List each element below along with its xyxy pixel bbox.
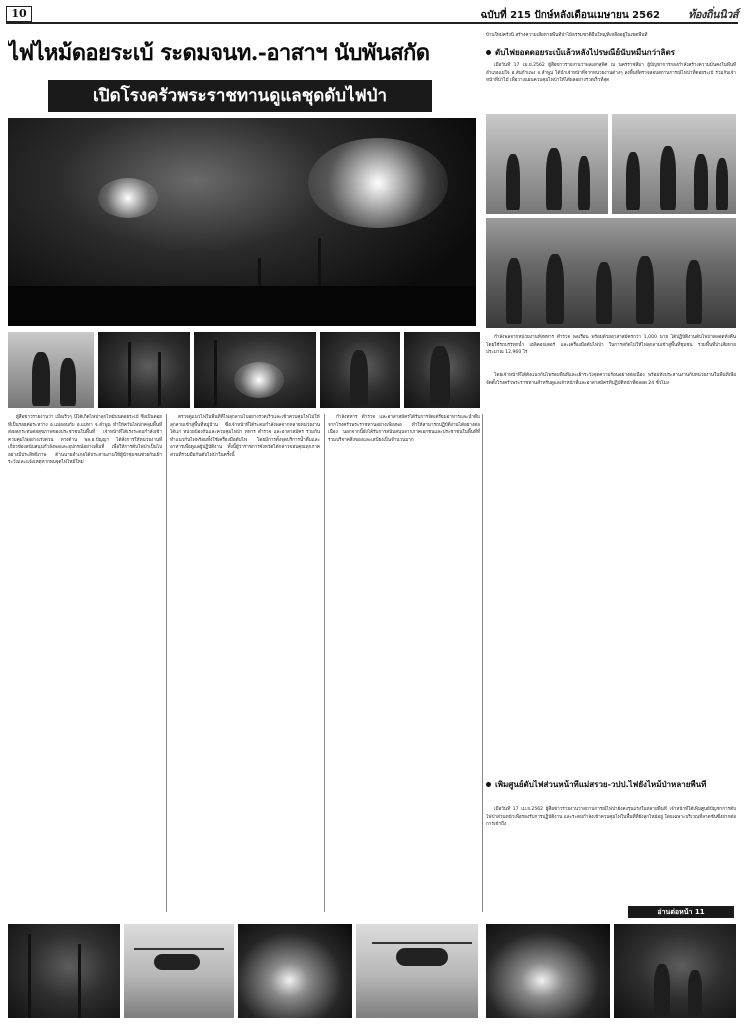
paragraph: โดยเจ้าหน้าที่ได้ตั้งแนวกันไฟรอบพื้นที่และเฝ้าระวังจุดความร้อนอย่างต่อเนื่อง พร้อมทั้งประสานงานกับหน่วยงานในพื้นที่เพื่อจัดตั้งโรงครัวพระราชทานสำหรับดูแลเจ้าหน้าที่และอาสาสมัครที่ปฏิบัติหน้าที่ตลอด 24 ชั่วโมง bbox=[486, 373, 736, 386]
section2-body bbox=[486, 806, 736, 902]
section2-title: เพิ่มศูนย์ดับไฟส่วนหน้าที่แม่สรวย-วปป.ไฟยังไหม้ป่าหลายพื้นที่ bbox=[495, 780, 707, 789]
photo-helicopter-1 bbox=[124, 924, 234, 1018]
section1-body-2 bbox=[486, 334, 736, 364]
newspaper-logo: ท้องถิ่นนิวส์ bbox=[688, 8, 738, 21]
photo-crew-1 bbox=[8, 332, 94, 408]
intro-line: บ้านใหม่ครั้งนี้ สร้างความเสียหายพื้นที่ป่าไม้ธรรมชาติผืนใหญ่ที่เหลืออยู่ในเขตพื้นที่ bbox=[486, 33, 648, 38]
column-divider bbox=[482, 414, 483, 912]
section1-body bbox=[486, 62, 736, 110]
issue-line: ฉบับที่ 215 ปักษ์หลังเดือนเมษายน 2562 bbox=[480, 10, 660, 21]
body-column-mid-right bbox=[328, 414, 480, 912]
intro-text bbox=[486, 32, 736, 40]
section1-title: ดับไฟยอดดอยระเบ้แล้วหลังไปรษณีย์นับหมื่นกว่าลิตร bbox=[495, 48, 675, 57]
continue-tag: อ่านต่อหน้า 11 bbox=[628, 906, 734, 918]
column-divider bbox=[166, 414, 167, 912]
photo-officials-1 bbox=[486, 114, 608, 214]
paragraph: ตรวจดูแนวไฟในพื้นที่ที่ไฟลุกลามไปอย่างรวดเร็วและเข้าควบคุมไฟไม่ให้ลุกลามเข้าสู่พื้นที่หมู่บ้าน ซึ่งเจ้าหน้าที่ได้ระดมกำลังพลจากหลายหน่วยงาน ได้แก่ หน่วยป้องกันและควบคุมไฟป่า ทหาร ตำรวจ และอาสาสมัคร ร่วมกันทำแนวกันไฟพร้อมทั้งใช้เครื่องมือดับไฟ โดยมีการตั้งจุดบริการน้ำดื่มและอาหารเพื่อดูแลผู้ปฏิบัติงาน ทั้งนี้ผู้ว่าราชการจังหวัดได้กล่าวขอบคุณทุกภาคส่วนที่ร่วมมือกันดับไฟป่าในครั้งนี้ bbox=[170, 415, 320, 458]
section1-paragraph: เมื่อวันที่ 17 เม.ย.2562 ผู้สื่อข่าวรายงานว่าพลเอกสุพิศ ณ นครราชสีมา ผู้บัญชาการกองกำลังสร้างความมั่นคงในพื้นที่อำเภอแม่ใจ อ.สันกำแพง จ.ลำพูน ได้นำเจ้าหน้าที่จากหน่วยงานต่างๆ ลงพื้นที่ตรวจสอบสถานการณ์ไฟป่าที่ดอยระเบ้ ร่วมกับเจ้าหน้าที่ป่าไม้ เพื่อวางแผนควบคุมไฟป่าให้ได้ผลอย่างรวดเร็วที่สุด bbox=[486, 63, 736, 83]
photo-firefighter-1 bbox=[320, 332, 400, 408]
photo-fire-line bbox=[486, 924, 610, 1018]
headline: ไฟไหม้ดอยระเบ้ ระดมจนท.-อาสาฯ นับพันสกัด bbox=[8, 40, 430, 66]
subhead-banner: เปิดโรงครัวพระราชทานดูแลชุดดับไฟป่า bbox=[48, 80, 432, 112]
body-column-mid-left bbox=[170, 414, 320, 912]
paragraph: ผู้สื่อข่าวรายงานว่า เมื่อเร็วๆ นี้ได้เกิดไฟป่าลุกไหม้บนดอยระเบ้ ซึ่งเป็นดอยที่เป็นรอยต่อระหว่าง อ.แม่ออนกับ อ.แม่ทา จ.ลำพูน ทำให้ควันไฟปกคลุมพื้นที่ ส่งผลกระทบต่อสุขภาพของประชาชนในพื้นที่ เจ้าหน้าที่ได้เร่งระดมกำลังเข้าควบคุมไฟอย่างเร่งด่วน ทางด้าน พล.อ.ปัญญา ได้สั่งการให้หน่วยงานที่เกี่ยวข้องสนับสนุนกำลังพลและอุปกรณ์อย่างเต็มที่ เพื่อให้การดับไฟป่าเป็นไปอย่างมีประสิทธิภาพ ด้านนายอำเภอได้ประสานงานให้ผู้นำชุมชนช่วยกันเฝ้าระวังและแจ้งเหตุหากพบจุดไฟไหม้ใหม่ bbox=[8, 415, 162, 465]
section1-heading bbox=[486, 48, 736, 58]
photo-smoke-2 bbox=[194, 332, 316, 408]
body-column-left bbox=[8, 414, 162, 912]
photo-bottom-crew bbox=[614, 924, 736, 1018]
page-number: 10 bbox=[6, 6, 32, 22]
photo-fire-night bbox=[238, 924, 352, 1018]
photo-smoke-1 bbox=[98, 332, 190, 408]
section1-paragraph-2: กำลังพลจากหน่วยงานทั้งทหาร ตำรวจ พลเรือน พร้อมด้วยอาสาสมัครกว่า 1,000 นาย ได้ปฏิบัติงานดับไฟป่าตลอดทั้งคืน โดยใช้รถบรรทุกน้ำ เฮลิคอปเตอร์ และเครื่องมือดับไฟป่า ในการสกัดไม่ให้ไฟลุกลามเข้าสู่พื้นที่ชุมชน รวมพื้นที่ป่าเสียหายประมาณ 12,960 ไร่ bbox=[486, 335, 736, 355]
photo-officials-2 bbox=[612, 114, 736, 214]
bullet-dot-icon bbox=[486, 50, 491, 55]
body-column-right bbox=[486, 372, 736, 772]
photo-helicopter-2 bbox=[356, 924, 478, 1018]
page-header bbox=[6, 6, 738, 24]
section2-paragraph: เมื่อวันที่ 17 เม.ย.2562 ผู้สื่อข่าวรายงานว่าสถานการณ์ไฟป่ายังคงรุนแรงในหลายพื้นที่ เจ้าหน้าที่ได้เพิ่มศูนย์บัญชาการดับไฟป่าส่วนหน้าเพื่อรองรับการปฏิบัติงาน และระดมกำลังเข้าควบคุมไฟในพื้นที่ที่ยังลุกไหม้อยู่ โดยเฉพาะบริเวณที่ลาดชันซึ่งยากต่อการเข้าถึง bbox=[486, 807, 736, 827]
bullet-dot-icon bbox=[486, 782, 491, 787]
paragraph: กำลังทหาร ตำรวจ และอาสาสมัครได้รับการจัดเตรียมอาหารและน้ำดื่มจากโรงครัวพระราชทานอย่างเพียงพอ ทำให้สามารถปฏิบัติงานได้อย่างต่อเนื่อง นอกจากนี้ยังได้รับการสนับสนุนจากภาคเอกชนและประชาชนในพื้นที่ที่ร่วมบริจาคสิ่งของและเสบียงเป็นจำนวนมาก bbox=[328, 415, 480, 443]
column-divider bbox=[324, 414, 325, 912]
photo-bottom-smoke bbox=[8, 924, 120, 1018]
section2-heading bbox=[486, 780, 736, 802]
photo-officials-meeting bbox=[486, 218, 736, 328]
photo-night-fire bbox=[8, 118, 476, 326]
photo-firefighter-2 bbox=[404, 332, 480, 408]
